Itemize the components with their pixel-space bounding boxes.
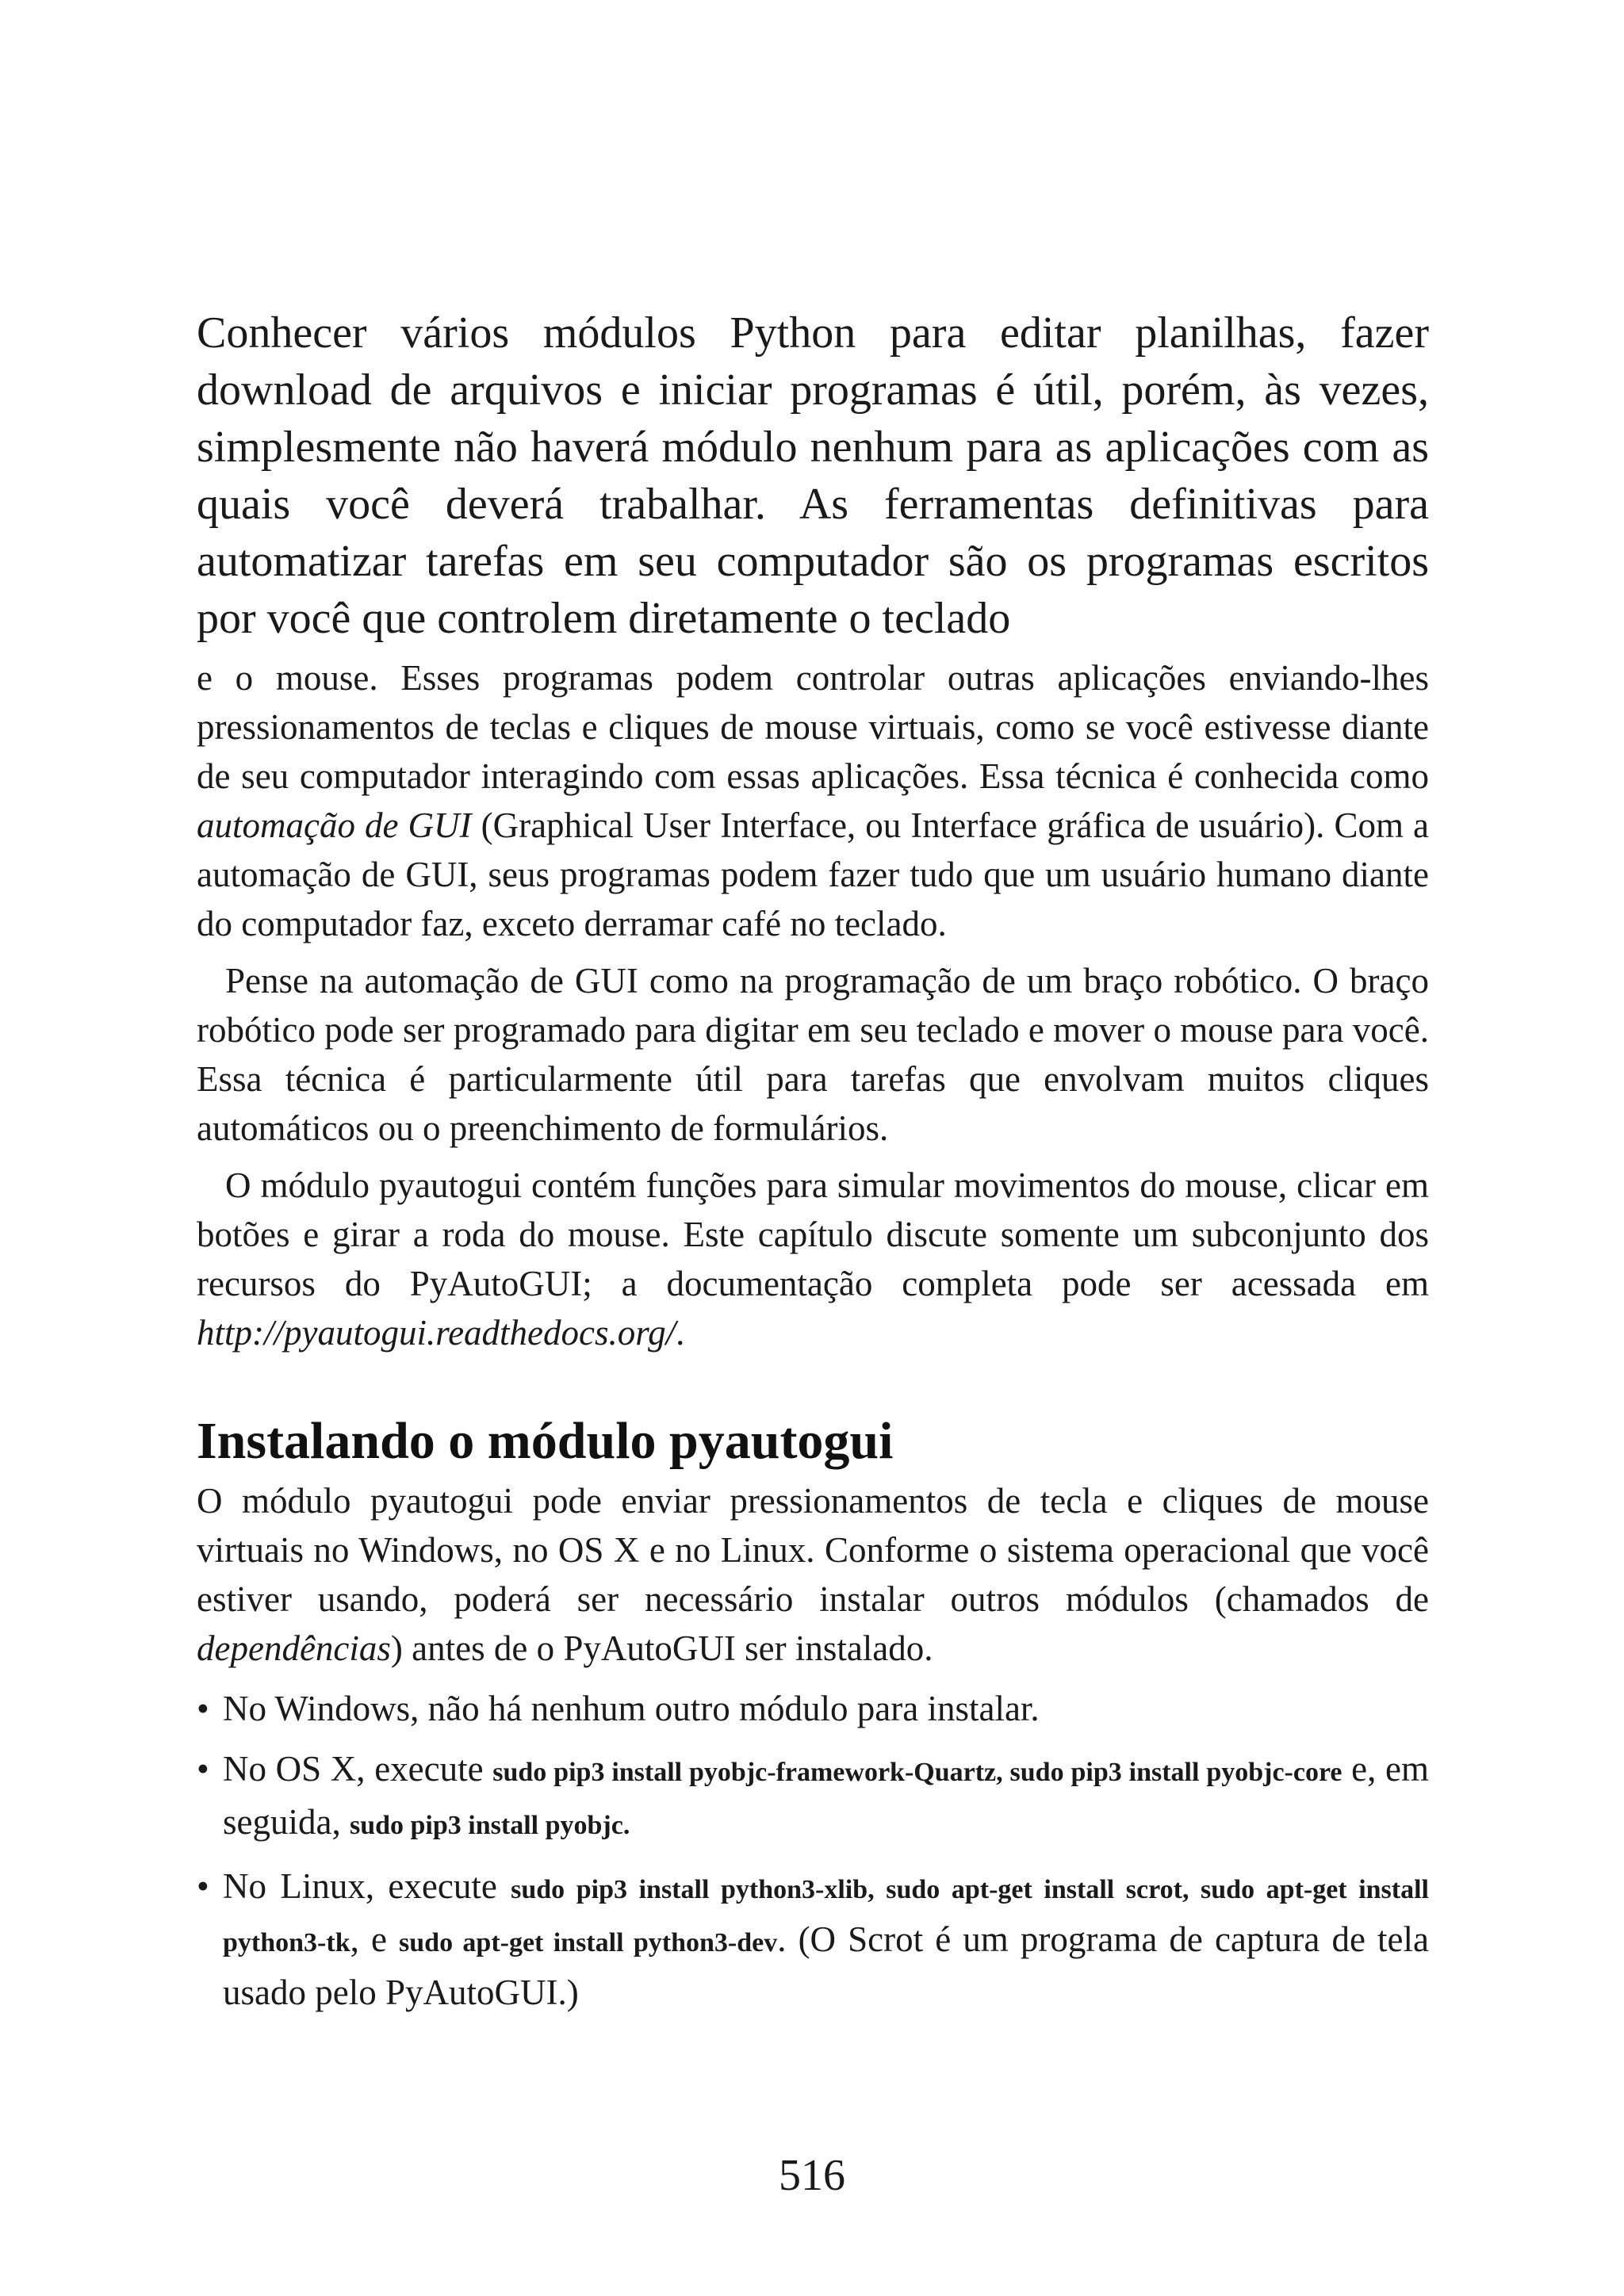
- paragraph-text: .: [676, 1313, 685, 1353]
- paragraph-text: O módulo pyautogui pode enviar pressionamentos de tecla e cliques de mouse virtuais no Windows, no OS X e no Linux. Conforme o sistema operacional que você estiver usando, poderá ser necessário instalar outros módulos (chamados de: [197, 1481, 1429, 1619]
- command-code: sudo pip3 install pyobjc-core: [1009, 1758, 1342, 1787]
- intro-paragraph: Conhecer vários módulos Python para editar planilhas, fazer download de arquivos e iniciar programas é útil, porém, às vezes, simplesmente não haverá módulo nenhum para as aplicações com as quais você deverá trabalhar. As ferramentas definitivas para automatizar tarefas em seu computador são os programas escritos por você que controlem diretamente o teclado: [197, 308, 1429, 643]
- bullet-separator: ,: [868, 1875, 887, 1904]
- install-bullet-list: [197, 1684, 1429, 2017]
- page-content: [197, 304, 1429, 2028]
- paragraph-text: (Graphical User Interface, ou Interface gráfica de usuário). Com a automação de GUI, seus programas podem fazer tudo que um usuário humano diante do computador faz, exceto derramar café no teclado.: [197, 806, 1429, 943]
- bullet-item-osx: [197, 1744, 1429, 1850]
- bullet-text: e, em seguida,: [223, 1749, 1430, 1842]
- command-code: sudo pip3 install python3-xlib: [511, 1875, 868, 1904]
- bullet-text: No Windows, não há nenhum outro módulo para instalar.: [223, 1689, 1040, 1728]
- page-number: 516: [779, 2151, 845, 2200]
- bullet-item-linux: [197, 1862, 1429, 2017]
- bullet-separator: ,: [996, 1758, 1010, 1787]
- command-code: sudo apt-get install scrot: [886, 1875, 1182, 1904]
- bullet-text: No OS X, execute: [223, 1749, 493, 1789]
- bullet-icon: •: [197, 1749, 209, 1789]
- emphasis-term: automação de GUI: [197, 806, 472, 845]
- paragraph-pyautogui-module: [197, 1161, 1429, 1357]
- command-code: sudo pip3 install pyobjc: [349, 1811, 623, 1840]
- emphasis-term: dependências: [197, 1628, 391, 1668]
- paragraph-gui-automation: [197, 653, 1429, 948]
- command-code: sudo pip3 install pyobjc-framework-Quartz: [492, 1758, 997, 1787]
- paragraph-installing: [197, 1476, 1429, 1673]
- paragraph-text: O módulo pyautogui contém funções para simular movimentos do mouse, clicar em botões e girar a roda do mouse. Este capítulo discute somente um subconjunto dos recursos do PyAutoGUI; a documentação completa pode ser acessada em: [197, 1165, 1429, 1303]
- bullet-icon: •: [197, 1866, 209, 1906]
- bullet-text: . (O Scrot é um programa de captura de tela usado pelo PyAutoGUI.): [223, 1919, 1429, 2012]
- section-heading: Instalando o módulo pyautogui: [197, 1412, 894, 1470]
- paragraph-text: ) antes de o PyAutoGUI ser instalado.: [390, 1628, 933, 1668]
- bullet-icon: •: [197, 1689, 209, 1728]
- bullet-item-windows: [197, 1684, 1429, 1733]
- command-code: sudo apt-get install python3-dev: [399, 1928, 778, 1957]
- bullet-separator: ,: [1182, 1875, 1201, 1904]
- paragraph-robotic-arm: Pense na automação de GUI como na programação de um braço robótico. O braço robótico pode ser programado para digitar em seu teclado e mover o mouse para você. Essa técnica é particularmente útil para tarefas que envolvam muitos cliques automáticos ou o preenchimento de formulários.: [197, 961, 1429, 1148]
- bullet-text: No Linux, execute: [223, 1866, 511, 1906]
- bullet-separator: .: [622, 1811, 630, 1840]
- documentation-link[interactable]: http://pyautogui.readthedocs.org/: [197, 1313, 676, 1353]
- paragraph-text: e o mouse. Esses programas podem controlar outras aplicações enviando-lhes pressionamentos de teclas e cliques de mouse virtuais, como se você estivesse diante de seu computador interagindo com essas aplicações. Essa técnica é conhecida como: [197, 658, 1429, 796]
- bullet-text: , e: [350, 1919, 400, 1959]
- command-code: sudo apt-get install python3-tk: [223, 1875, 1430, 1957]
